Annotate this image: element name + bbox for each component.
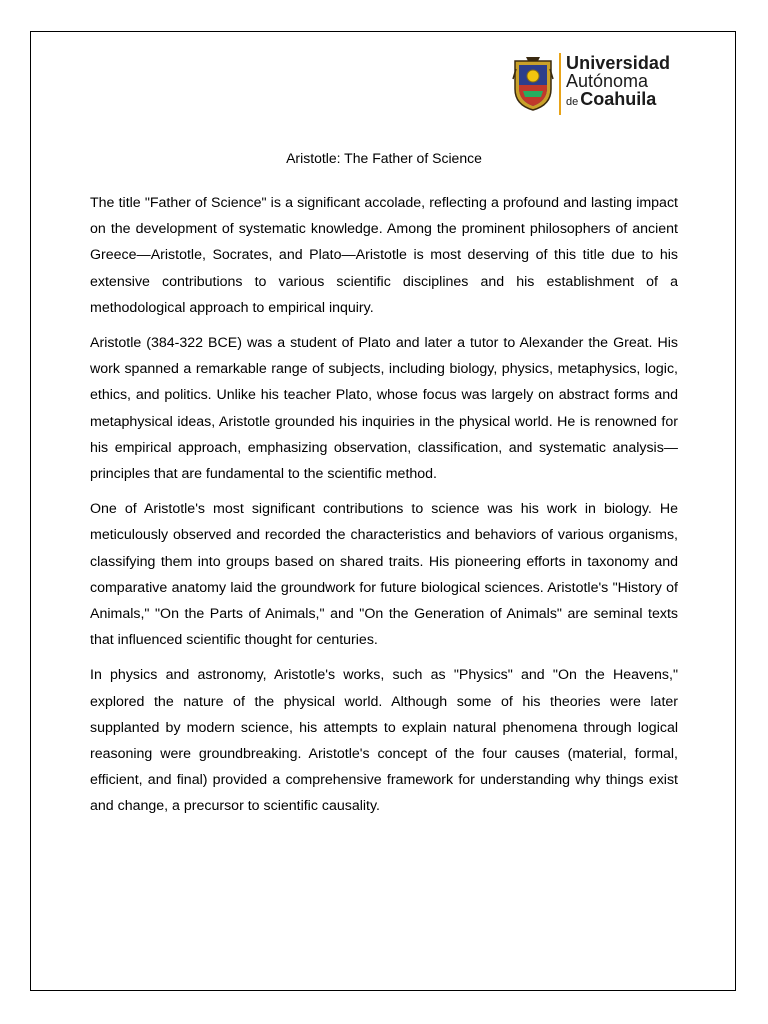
paragraph: One of Aristotle's most significant contributions to science was his work in biology. He meticulously observed and recorded the characteristics and behaviors of various organisms, classifying them into groups based on shared traits. His pioneering efforts in taxonomy and comparative anatomy laid the groundwork for future biological sciences. Aristotle's "History of Animals," "On the Parts of Animals," and "On the Generation of Animals" are seminal texts that influenced scientific thought for centuries. (90, 501, 678, 649)
logo-coahuila: Coahuila (580, 89, 657, 109)
document-page (30, 31, 736, 991)
logo-line-universidad: Universidad (566, 53, 671, 73)
paragraph: In physics and astronomy, Aristotle's works, such as "Physics" and "On the Heavens," explored the nature of the physical world. Although some of his theories were later supplanted by modern science, his attempts to explain natural phenomena through logical reasoning were groundbreaking. Aristotle's concept of the four causes (material, formal, efficient, and final) provided a comprehensive framework for understanding why things exist and change, a precursor to scientific causality. (90, 667, 678, 815)
document-body (90, 190, 678, 829)
logo-de: de (566, 96, 579, 108)
paragraph: The title "Father of Science" is a significant accolade, reflecting a profound and lasting impact on the development of systematic knowledge. Among the prominent philosophers of ancient Greece—Aristotle, Socrates, and Plato—Aristotle is most deserving of this title due to his extensive contributions to various scientific disciplines and his establishment of a methodological approach to empirical inquiry. (90, 195, 678, 316)
coat-of-arms-icon (512, 55, 554, 111)
logo-divider (559, 53, 561, 115)
logo-line-autonoma: Autónoma (566, 71, 649, 91)
university-logo (512, 53, 682, 115)
logo-wordmark (566, 54, 670, 111)
document-title: Aristotle: The Father of Science (286, 150, 482, 166)
paragraph: Aristotle (384-322 BCE) was a student of Plato and later a tutor to Alexander the Great. His work spanned a remarkable range of subjects, including biology, physics, metaphysics, logic, ethics, and politics. Unlike his teacher Plato, whose focus was largely on abstract forms and metaphysical ideas, Aristotle grounded his inquiries in the physical world. He is renowned for his empirical approach, emphasizing observation, classification, and systematic analysis—principles that are fundamental to the scientific method. (90, 335, 678, 483)
logo-line-coahuila (566, 90, 670, 111)
